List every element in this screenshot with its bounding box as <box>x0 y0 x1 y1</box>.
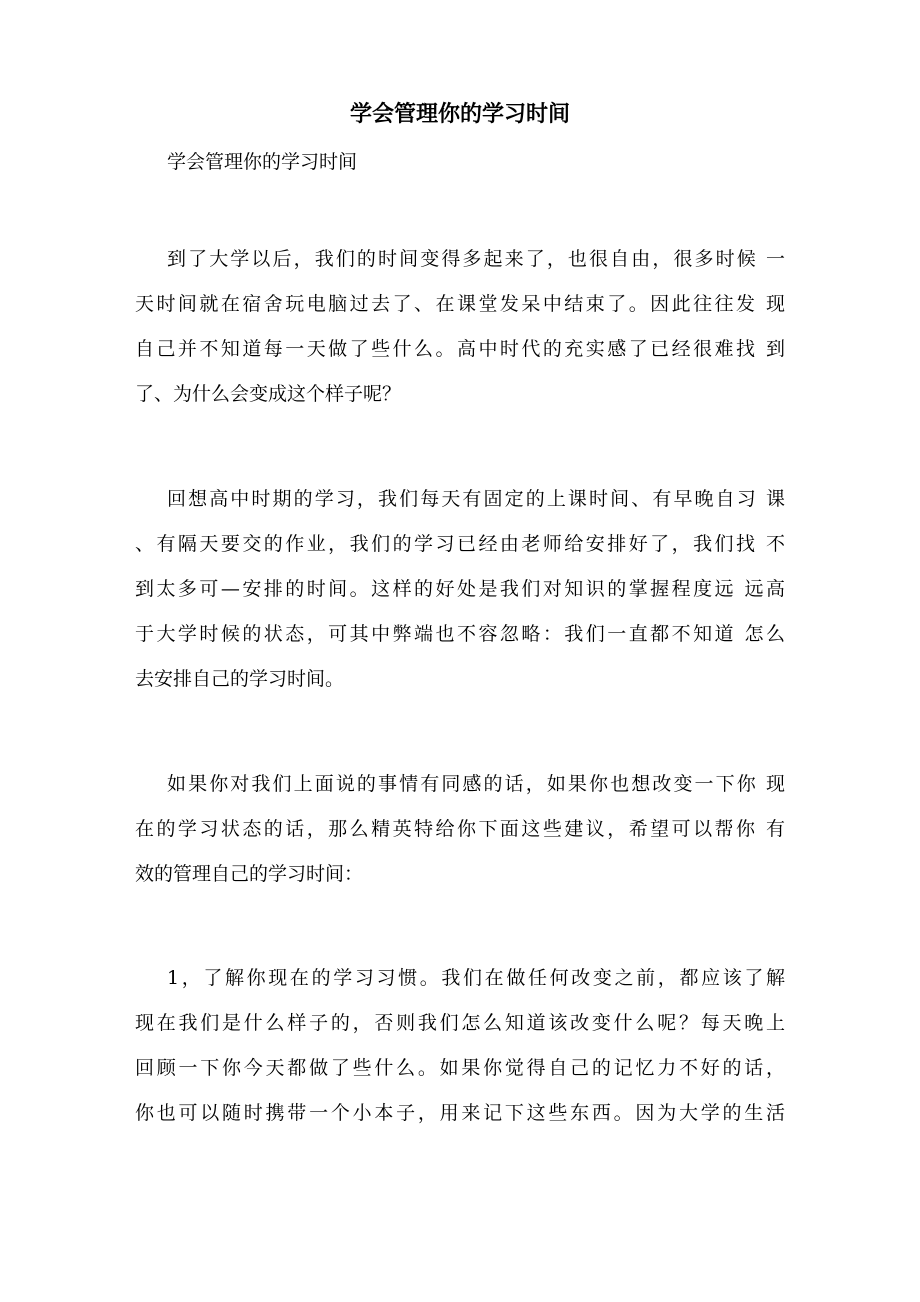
paragraph-line: 如果你对我们上面说的事情有同感的话，如果你也想改变一下你 现 <box>167 773 785 795</box>
paragraph-line: 到太多可—安排的时间。这样的好处是我们对知识的掌握程度远 远高 <box>135 578 785 600</box>
paragraph-line: 自己并不知道每一天做了些什么。高中时代的充实感了已经很难找 到 <box>135 338 785 360</box>
paragraph-line: 了、为什么会变成这个样子呢？ <box>135 383 402 405</box>
paragraph-line: 1，了解你现在的学习习惯。我们在做任何改变之前，都应该了解 <box>167 967 785 989</box>
paragraph-line: 天时间就在宿舍玩电脑过去了、在课堂发呆中结束了。因此往往发 现 <box>135 293 785 315</box>
document-subtitle: 学会管理你的学习时间 <box>167 151 358 173</box>
paragraph-line: 在的学习状态的话，那么精英特给你下面这些建议，希望可以帮你 有 <box>135 818 785 840</box>
document-title: 学会管理你的学习时间 <box>349 101 570 127</box>
paragraph-4 <box>135 956 785 1136</box>
paragraph-line: 效的管理自己的学习时间： <box>135 863 364 885</box>
paragraph-line: 回想高中时期的学习，我们每天有固定的上课时间、有早晚自习 课 <box>167 488 785 510</box>
paragraph-2 <box>135 477 785 702</box>
paragraph-line: 到了大学以后，我们的时间变得多起来了，也很自由，很多时候 一 <box>167 248 785 270</box>
paragraph-line: 于大学时候的状态，可其中弊端也不容忽略：我们一直都不知道 怎么 <box>135 623 785 645</box>
paragraph-line: 去安排自己的学习时间。 <box>135 668 345 690</box>
paragraph-line: 现在我们是什么样子的，否则我们怎么知道该改变什么呢？每天晚上 <box>135 1012 785 1034</box>
paragraph-1 <box>135 237 785 417</box>
paragraph-3 <box>135 762 785 897</box>
paragraph-line: 、有隔天要交的作业，我们的学习已经由老师给安排好了，我们找 不 <box>135 533 785 555</box>
paragraph-line: 回顾一下你今天都做了些什么。如果你觉得自己的记忆力不好的话， <box>135 1057 785 1079</box>
paragraph-line: 你也可以随时携带一个小本子，用来记下这些东西。因为大学的生活 <box>135 1102 785 1124</box>
